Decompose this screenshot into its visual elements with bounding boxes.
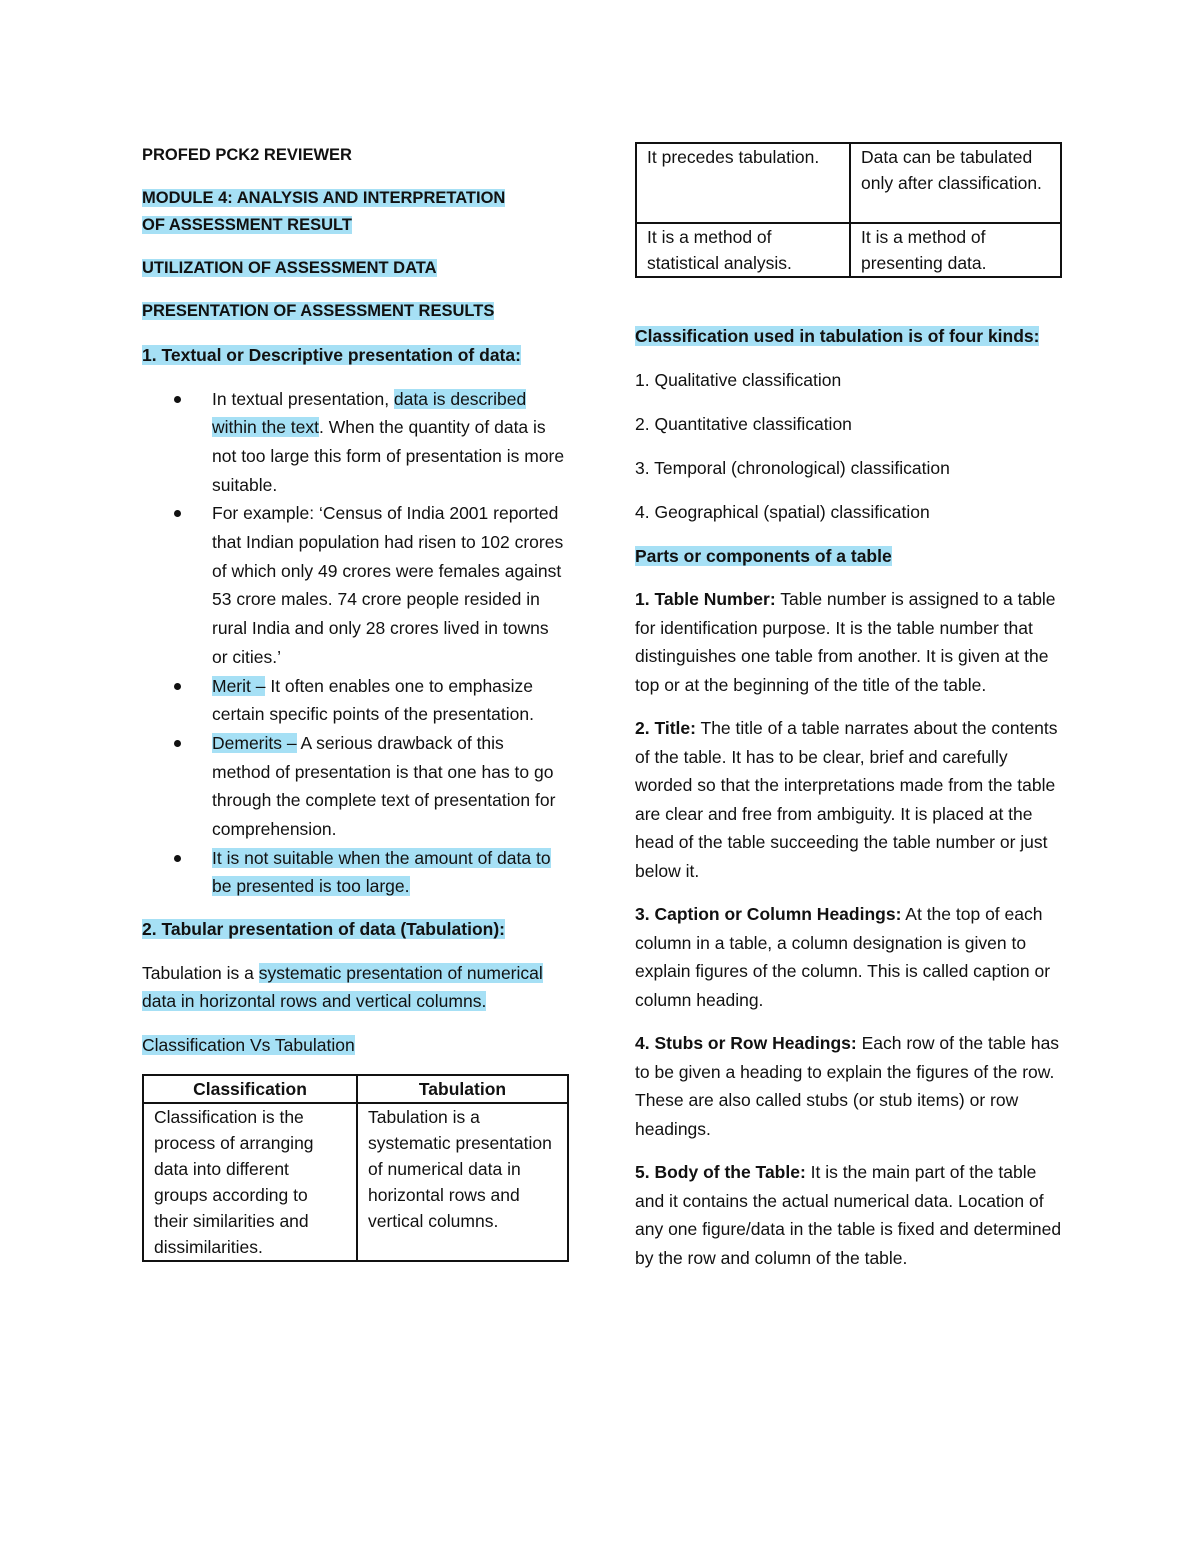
table-cell: It precedes tabulation.	[636, 143, 850, 223]
document-title: PROFED PCK2 REVIEWER	[142, 146, 352, 164]
list-item: Merit – It often enables one to emphasize certain specific points of the presentation.	[142, 672, 567, 729]
classification-kinds-heading-text: Classification used in tabulation is of four kinds:	[635, 326, 1040, 346]
module-heading-line1: MODULE 4: ANALYSIS AND INTERPRETATION	[142, 189, 506, 207]
comparison-table-part1	[142, 1074, 569, 1262]
left-column	[142, 142, 567, 1262]
comparison-heading	[142, 1031, 567, 1060]
module-heading-line2: OF ASSESSMENT RESULT	[142, 216, 352, 234]
bullet-icon	[174, 683, 181, 690]
textual-heading-text: 1. Textual or Descriptive presentation of data:	[142, 345, 521, 365]
parts-heading	[635, 542, 1063, 571]
column-header: Tabulation	[357, 1075, 568, 1103]
module-heading	[142, 185, 567, 239]
tabular-heading	[142, 915, 567, 944]
tabulation-definition: Tabulation is a systematic presentation of numerical data in horizontal rows and vertical columns.	[142, 962, 543, 1012]
textual-heading	[142, 341, 567, 370]
part-item: 5. Body of the Table: It is the main part of the table and it contains the actual numerical data. Location of any one figure/data in the table is fixed and determined by the row and column of the table.	[635, 1162, 1062, 1268]
comparison-table-part2	[635, 142, 1062, 278]
classification-kinds-heading	[635, 322, 1063, 351]
part-item: 1. Table Number: Table number is assigned to a table for identification purpose. It is the table number that distinguishes one table from another. It is given at the top or at the beginning of the title of the table.	[635, 589, 1056, 695]
bullet-icon	[174, 510, 181, 517]
presentation-heading-text: PRESENTATION OF ASSESSMENT RESULTS	[142, 302, 495, 320]
part-item: 3. Caption or Column Headings: At the top of each column in a table, a column designation is given to explain figures of the column. This is called caption or column heading.	[635, 904, 1051, 1010]
part-item: 4. Stubs or Row Headings: Each row of the table has to be given a heading to explain the figures of the row. These are also called stubs (or stub items) or row headings.	[635, 1033, 1060, 1139]
table-header-row	[143, 1075, 568, 1103]
list-item: In textual presentation, data is described within the text. When the quantity of data is not too large this form of presentation is more suitable.	[142, 385, 567, 500]
right-column	[635, 142, 1063, 1287]
list-item: 1. Qualitative classification	[635, 369, 842, 390]
comparison-heading-text: Classification Vs Tabulation	[142, 1034, 355, 1055]
table-cell: It is a method of statistical analysis.	[636, 223, 850, 277]
list-item: It is not suitable when the amount of data to be presented is too large.	[142, 844, 567, 901]
bullet-icon	[174, 855, 181, 862]
utilization-heading-text: UTILIZATION OF ASSESSMENT DATA	[142, 259, 437, 277]
parts-heading-text: Parts or components of a table	[635, 545, 892, 566]
list-item: Demerits – A serious drawback of this method of presentation is that one has to go through the complete text of presentation for comprehension.	[142, 729, 567, 844]
list-item: 3. Temporal (chronological) classification	[635, 457, 950, 478]
list-item: 2. Quantitative classification	[635, 413, 852, 434]
utilization-heading	[142, 255, 567, 282]
list-item: For example: ‘Census of India 2001 reported that Indian population had risen to 102 crores of which only 49 crores were females against 53 crore males. 74 crore people resided in rural India and only 28 crores lived in towns or cities.’	[142, 499, 567, 671]
presentation-heading	[142, 298, 567, 325]
table-cell: It is a method of presenting data.	[850, 223, 1061, 277]
list-item: 4. Geographical (spatial) classification	[635, 501, 930, 522]
table-row	[636, 143, 1061, 223]
table-row	[636, 223, 1061, 277]
tabular-heading-text: 2. Tabular presentation of data (Tabulation):	[142, 919, 505, 940]
part-item: 2. Title: The title of a table narrates about the contents of the table. It has to be clear, brief and carefully worded so that the interpretations made from the table are clear and free from ambiguity. It is placed at the head of the table succeeding the table number or just below it.	[635, 718, 1058, 881]
table-cell: Tabulation is a systematic presentation of numerical data in horizontal rows and vertical columns.	[357, 1103, 568, 1261]
table-cell: Data can be tabulated only after classification.	[850, 143, 1061, 223]
textual-bullet-list	[142, 385, 567, 902]
table-row	[143, 1103, 568, 1261]
table-cell: Classification is the process of arranging data into different groups according to their similarities and dissimilarities.	[143, 1103, 357, 1261]
column-header: Classification	[143, 1075, 357, 1103]
bullet-icon	[174, 396, 181, 403]
bullet-icon	[174, 740, 181, 747]
